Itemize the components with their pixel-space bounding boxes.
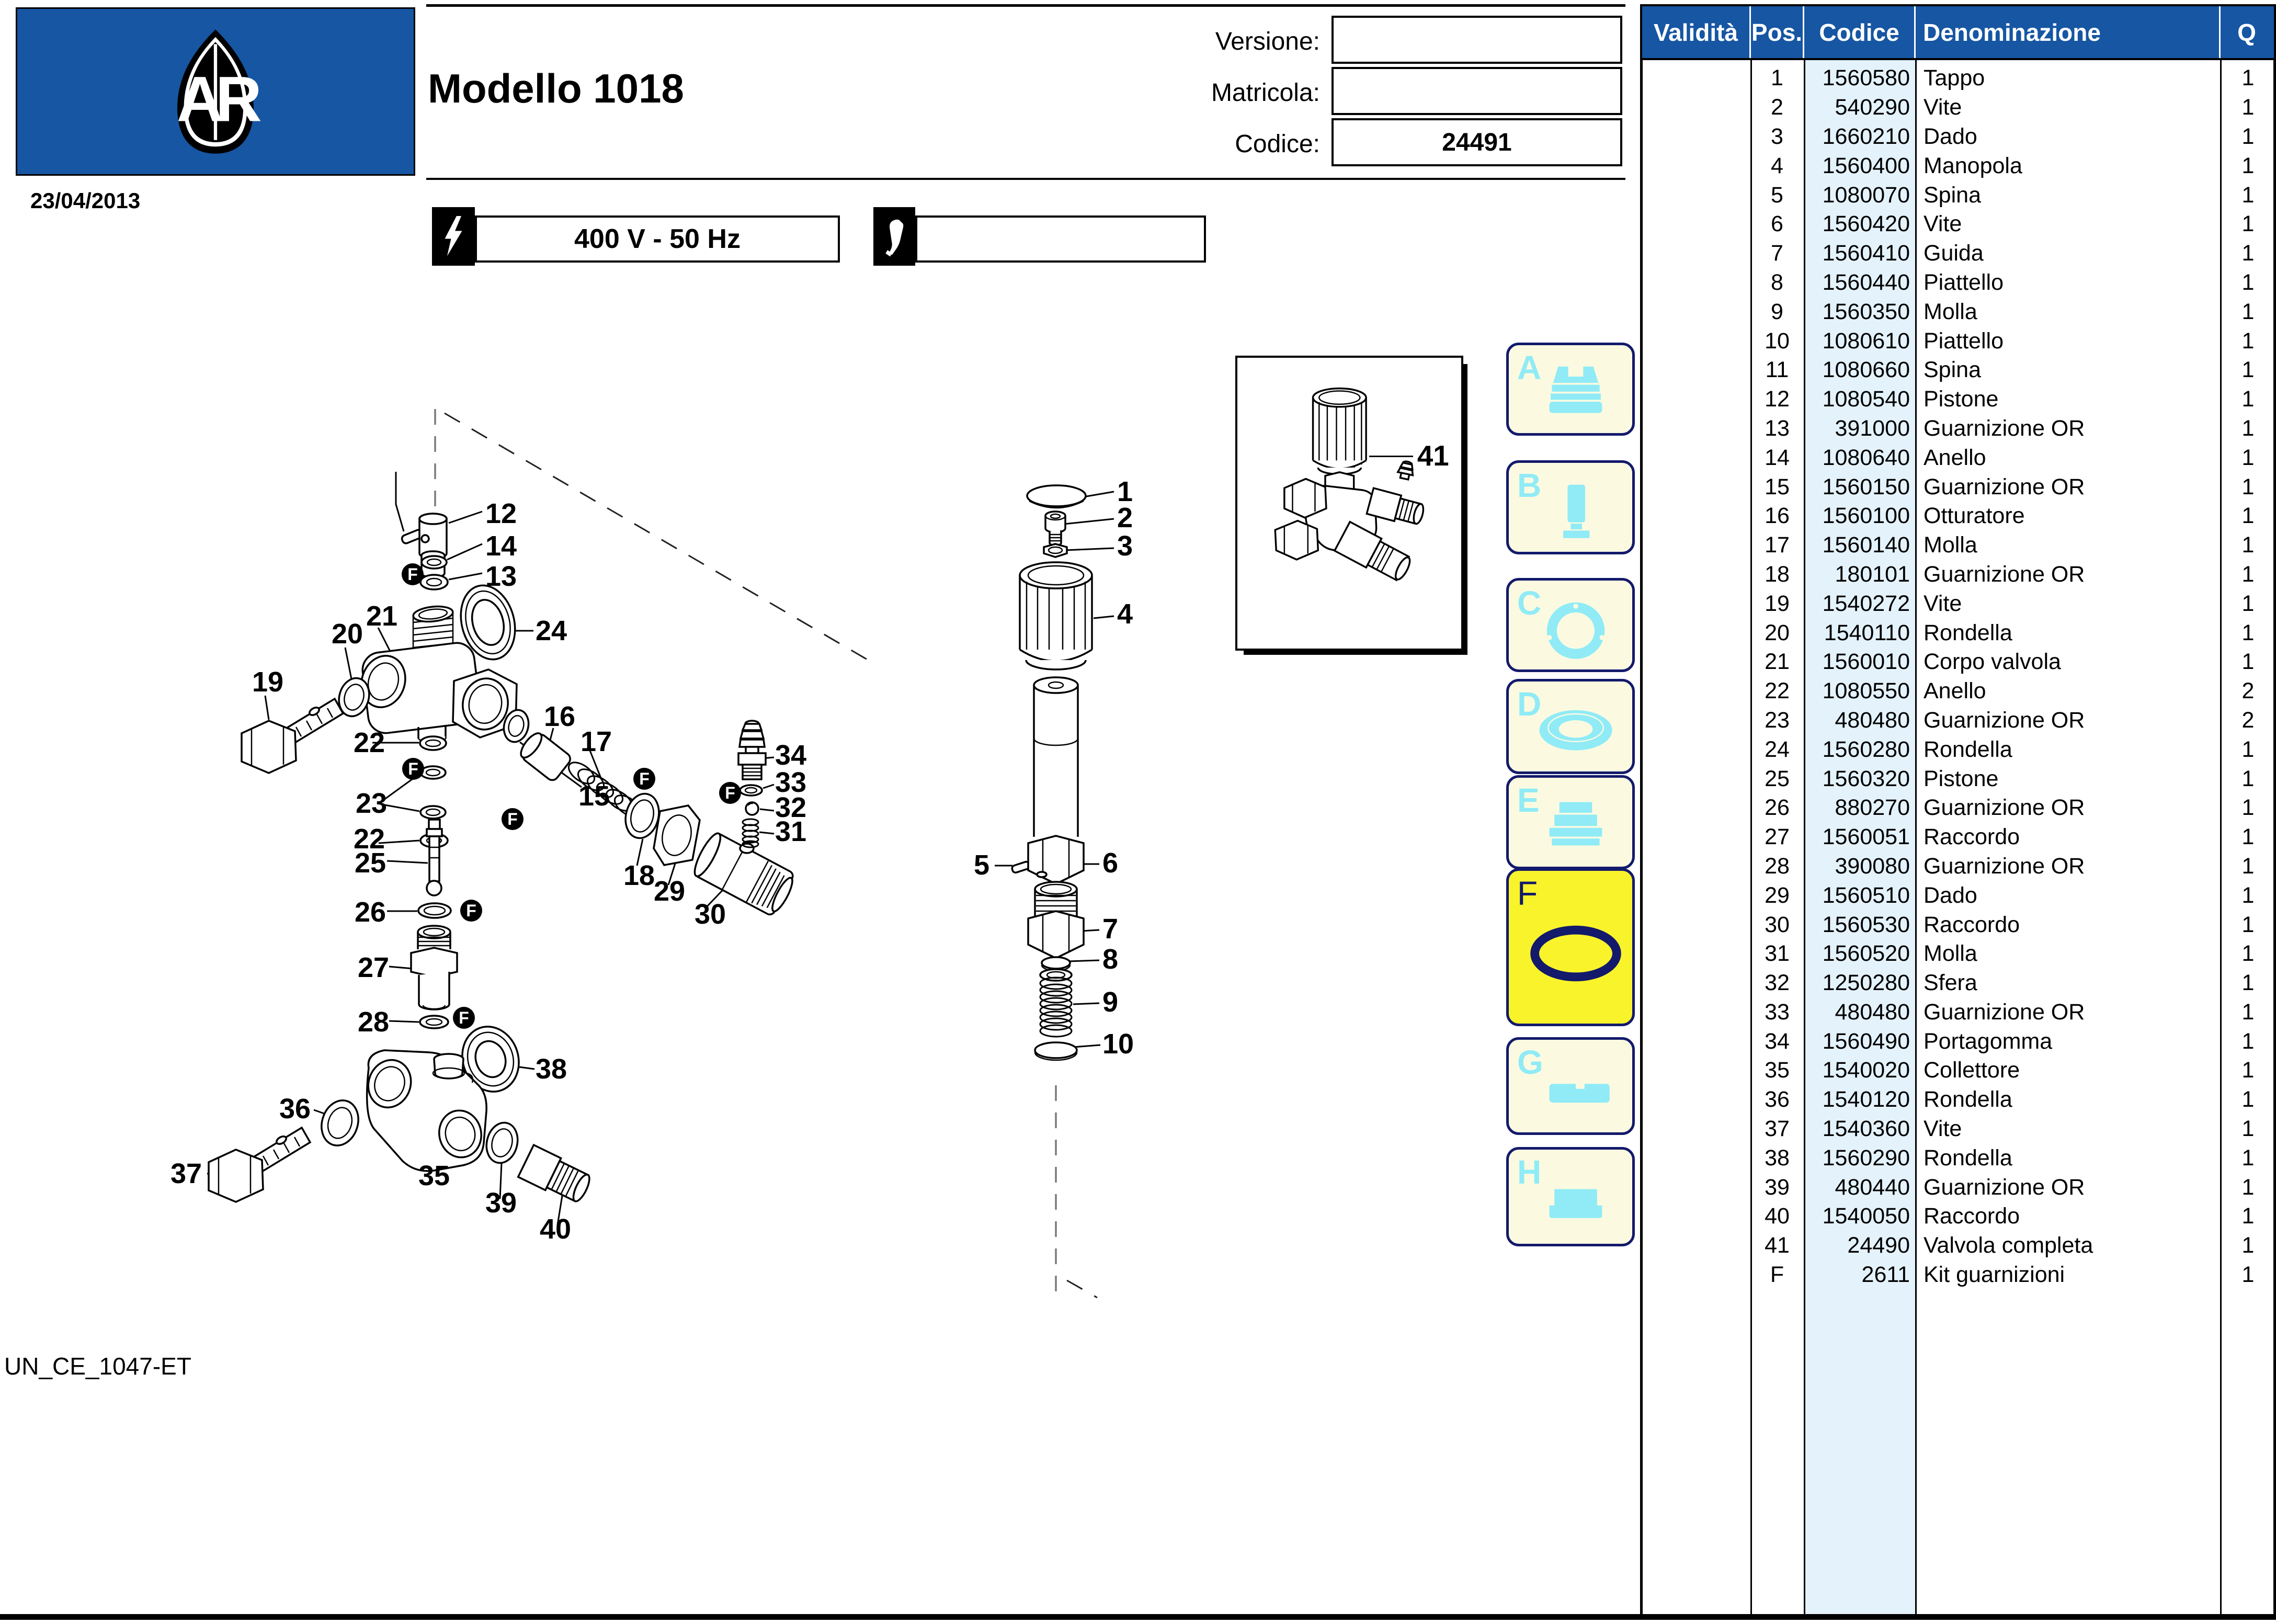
part-sfera-32 <box>746 802 758 815</box>
table-row: 9 1560350 Molla 1 <box>1771 299 2255 324</box>
kit-f-badge <box>402 563 424 585</box>
ar-logo <box>16 7 415 176</box>
col-header-denominazione: Denominazione <box>1916 6 2221 58</box>
table-row: 11 1080660 Spina 1 <box>1765 357 2255 383</box>
svg-text:F: F <box>459 1008 469 1027</box>
part-piattello-10 <box>1035 1042 1077 1060</box>
part-label-34: 34 <box>775 740 807 771</box>
part-vite-37 <box>209 1128 310 1202</box>
part-or-23 <box>420 766 446 819</box>
legend-letter: C <box>1517 584 1542 622</box>
part-dado-3 <box>1044 544 1067 557</box>
versione-label: Versione: <box>1215 28 1320 55</box>
svg-text:AR: AR <box>176 63 255 135</box>
ar-emblem-icon <box>161 26 270 157</box>
legend-box-C <box>1506 578 1635 672</box>
table-row: 41 24490 Valvola completa 1 <box>1765 1233 2255 1258</box>
col-header-validita: Validità <box>1642 6 1751 58</box>
part-label-14: 14 <box>485 530 517 562</box>
part-manopola-4 <box>1020 562 1092 669</box>
seal-notch-icon <box>1524 1055 1627 1129</box>
part-tappo-1 <box>1027 485 1086 508</box>
piston-icon <box>1524 479 1627 549</box>
codice-field: 24491 <box>1332 118 1622 166</box>
part-or-33 <box>740 785 762 796</box>
table-row: 32 1250280 Sfera 1 <box>1765 970 2255 996</box>
svg-text:F: F <box>639 769 650 788</box>
table-row: 23 480480 Guarnizione OR 2 <box>1765 707 2255 733</box>
part-molla-9 <box>1040 969 1072 1037</box>
part-label-15: 15 <box>578 780 610 812</box>
table-row: 40 1540050 Raccordo 1 <box>1765 1203 2255 1229</box>
part-label-16: 16 <box>544 701 576 732</box>
part-dado-29 <box>654 805 700 865</box>
part-label-28: 28 <box>358 1006 390 1038</box>
lightning-icon <box>438 212 469 260</box>
spray-nozzle-icon <box>879 212 909 260</box>
part-label-21: 21 <box>366 600 398 632</box>
table-row: 31 1560520 Molla 1 <box>1765 941 2255 967</box>
part-portagomma-34 <box>738 721 766 779</box>
kit-f-badge <box>460 900 482 922</box>
table-row: 21 1560010 Corpo valvola 1 <box>1765 649 2255 675</box>
legend-box-D <box>1506 679 1635 774</box>
part-or-13 <box>420 575 448 589</box>
part-label-1: 1 <box>1117 476 1133 507</box>
table-row: 13 391000 Guarnizione OR 1 <box>1765 415 2255 441</box>
table-row: 8 1560440 Piattello 1 <box>1771 269 2255 295</box>
table-row: 7 1560410 Guida 1 <box>1771 241 2255 266</box>
table-row: 35 1540020 Collettore 1 <box>1765 1058 2255 1083</box>
svg-text:F: F <box>725 783 735 802</box>
revision-date: 23/04/2013 <box>30 188 141 213</box>
seal-stack-icon <box>1524 793 1627 864</box>
document-code: UN_CE_1047-ET <box>4 1353 191 1380</box>
table-row: 16 1560100 Otturatore 1 <box>1765 503 2255 529</box>
part-label-5: 5 <box>974 849 990 881</box>
part-label-37: 37 <box>170 1158 202 1189</box>
part-or-28 <box>420 1016 448 1028</box>
part-anello-14 <box>422 556 447 569</box>
power-spec: 400 V - 50 Hz <box>475 215 840 263</box>
codice-label: Codice: <box>1235 130 1320 158</box>
electric-badge <box>432 207 475 266</box>
table-row: 24 1560280 Rondella 1 <box>1765 736 2255 762</box>
part-label-17: 17 <box>581 726 612 757</box>
table-row: 2 540290 Vite 1 <box>1771 95 2255 120</box>
legend-letter: A <box>1517 349 1542 387</box>
part-label-4: 4 <box>1117 598 1133 630</box>
part-vite-19 <box>242 699 343 773</box>
flange-ring-icon <box>1524 596 1627 666</box>
kit-f-badge <box>453 1007 475 1029</box>
table-row: 1 1560580 Tappo 1 <box>1771 65 2255 91</box>
table-row: 34 1560490 Portagomma 1 <box>1765 1028 2255 1054</box>
nozzle-spec-box <box>915 215 1206 263</box>
legend-letter: B <box>1517 467 1542 504</box>
part-pistone-25 <box>427 820 442 895</box>
table-row: 33 480480 Guarnizione OR 1 <box>1765 999 2255 1025</box>
table-row: 12 1080540 Pistone 1 <box>1765 387 2255 412</box>
part-label-3: 3 <box>1117 530 1133 562</box>
legend-letter: D <box>1517 685 1542 723</box>
table-row: 14 1080640 Anello 1 <box>1765 445 2255 470</box>
part-or-39 <box>482 1119 521 1166</box>
part-or-26 <box>418 903 451 918</box>
table-row: 29 1560510 Dado 1 <box>1765 882 2255 908</box>
col-header-q: Q <box>2237 18 2256 46</box>
table-row: 25 1560320 Pistone 1 <box>1765 766 2255 791</box>
part-vite-6 <box>1028 677 1084 884</box>
legend-box-G <box>1506 1037 1635 1135</box>
kit-f-badge <box>402 758 424 780</box>
table-row: 4 1560400 Manopola 1 <box>1771 153 2255 178</box>
svg-text:F: F <box>408 759 418 778</box>
legend-letter: H <box>1517 1153 1542 1191</box>
legend-letter: G <box>1517 1043 1543 1081</box>
part-label-22: 22 <box>354 823 385 855</box>
legend-letter: E <box>1517 781 1540 819</box>
bottom-rule <box>0 1614 2276 1620</box>
legend-box-B <box>1506 460 1635 554</box>
table-row: 22 1080550 Anello 2 <box>1765 678 2255 704</box>
part-label-19: 19 <box>252 666 284 698</box>
part-label-23: 23 <box>356 788 388 819</box>
svg-text:F: F <box>407 565 418 584</box>
kit-f-badge <box>502 808 524 830</box>
table-row: 20 1540110 Rondella 1 <box>1765 620 2255 645</box>
table-row: 28 390080 Guarnizione OR 1 <box>1765 853 2255 879</box>
mid-rule <box>426 178 1625 180</box>
part-label-26: 26 <box>355 896 386 928</box>
table-row: 39 480440 Guarnizione OR 1 <box>1765 1174 2255 1200</box>
table-row: 5 1080070 Spina 1 <box>1771 182 2255 208</box>
part-label-32: 32 <box>775 792 807 823</box>
part-label-7: 7 <box>1102 913 1119 945</box>
part-label-33: 33 <box>775 767 807 798</box>
part-label-25: 25 <box>355 847 386 879</box>
part-label-10: 10 <box>1102 1028 1134 1060</box>
part-label-20: 20 <box>332 618 363 650</box>
part-label-13: 13 <box>485 561 517 592</box>
table-row: F 2611 Kit guarnizioni 1 <box>1770 1262 2255 1288</box>
part-label-12: 12 <box>485 498 517 529</box>
svg-text:F: F <box>466 901 476 920</box>
nozzle-badge <box>873 207 915 266</box>
table-row: 10 1080610 Piattello 1 <box>1765 328 2255 354</box>
part-raccordo-27 <box>411 926 457 1009</box>
legend-box-A <box>1506 343 1635 436</box>
seal-ring-icon <box>1524 697 1627 768</box>
part-label-6: 6 <box>1102 847 1119 879</box>
page-title: Modello 1018 <box>428 65 684 111</box>
table-row: 37 1540360 Vite 1 <box>1765 1116 2255 1142</box>
part-vite-2 <box>1045 512 1065 546</box>
part-label-22: 22 <box>354 727 385 758</box>
part-label-39: 39 <box>485 1187 517 1219</box>
table-row: 19 1540272 Vite 1 <box>1765 590 2255 616</box>
versione-field <box>1332 16 1622 64</box>
col-header-pos: Pos. <box>1751 6 1804 58</box>
kit-f-badge <box>633 768 655 790</box>
parts-table-rows <box>1640 64 2276 1289</box>
table-header <box>1640 4 2276 60</box>
table-row: 3 1660210 Dado 1 <box>1771 123 2255 149</box>
part-label-18: 18 <box>623 860 655 891</box>
part-label-27: 27 <box>358 952 390 983</box>
part-label-31: 31 <box>775 816 807 847</box>
part-rondella-36 <box>316 1096 364 1151</box>
part-label-36: 36 <box>279 1093 311 1125</box>
matricola-field <box>1332 67 1622 115</box>
top-rule <box>426 4 1625 7</box>
legend-box-H <box>1506 1147 1635 1246</box>
part-label-29: 29 <box>654 876 686 907</box>
matricola-label: Matricola: <box>1211 79 1320 107</box>
part-label-24: 24 <box>536 615 567 646</box>
table-row: 36 1540120 Rondella 1 <box>1765 1087 2255 1112</box>
part-label-40: 40 <box>540 1213 572 1245</box>
table-row: 26 880270 Guarnizione OR 1 <box>1765 795 2255 821</box>
part-guida-7 <box>1028 882 1084 958</box>
table-row: 6 1560420 Vite 1 <box>1771 211 2255 237</box>
kit-f-badge <box>719 782 741 804</box>
seal-flat-icon <box>1524 1165 1627 1241</box>
part-label-8: 8 <box>1102 944 1119 975</box>
table-row: 27 1560051 Raccordo 1 <box>1765 824 2255 850</box>
o-ring-icon <box>1524 887 1627 1020</box>
part-label-35: 35 <box>418 1160 450 1191</box>
inset-part-label: 41 <box>1417 439 1449 472</box>
col-header-codice: Codice <box>1804 6 1916 58</box>
svg-text:F: F <box>507 810 518 828</box>
table-row: 15 1560150 Guarnizione OR 1 <box>1765 474 2255 499</box>
part-raccordo-40 <box>518 1145 594 1206</box>
part-label-30: 30 <box>695 899 726 930</box>
table-row: 38 1560290 Rondella 1 <box>1765 1145 2255 1171</box>
part-anello-22a <box>420 736 446 750</box>
legend-box-F <box>1506 868 1635 1026</box>
part-label-38: 38 <box>536 1053 567 1085</box>
table-row: 30 1560530 Raccordo 1 <box>1765 912 2255 937</box>
part-label-2: 2 <box>1117 502 1133 533</box>
cap-icon <box>1524 361 1627 430</box>
table-row: 18 180101 Guarnizione OR 1 <box>1765 561 2255 587</box>
table-row: 17 1560140 Molla 1 <box>1765 532 2255 558</box>
exploded-diagram <box>0 314 1506 1339</box>
legend-box-E <box>1506 775 1635 869</box>
part-label-9: 9 <box>1102 986 1119 1018</box>
legend-letter: F <box>1517 875 1538 912</box>
